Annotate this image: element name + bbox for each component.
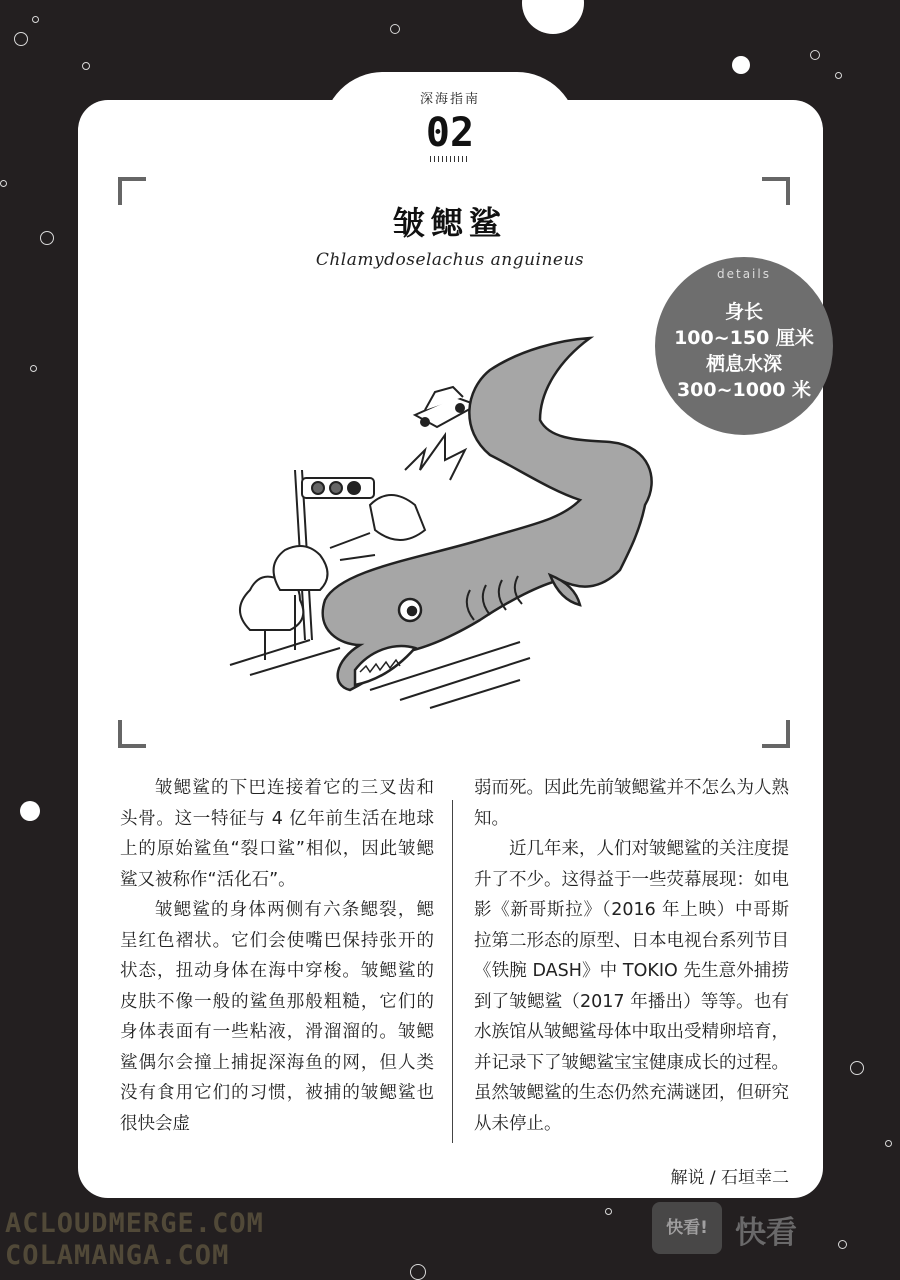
episode-number: 02 — [425, 110, 475, 156]
bubble — [14, 32, 28, 46]
bubble — [835, 72, 842, 79]
bubble — [810, 50, 820, 60]
bubble — [20, 801, 40, 821]
watermark-logo: 快看! — [652, 1202, 722, 1254]
bubble — [390, 24, 400, 34]
frilled-shark-illustration — [220, 330, 680, 710]
bubble — [605, 1208, 612, 1215]
body-column-left — [120, 773, 434, 1139]
frame-corner-bottom-right — [762, 720, 790, 748]
bubble — [410, 1264, 426, 1280]
details-label: details — [717, 267, 771, 281]
bubble — [885, 1140, 892, 1147]
page-title: 皱鳃鲨 — [392, 204, 507, 242]
column-divider — [452, 800, 453, 1143]
paragraph: 近几年来，人们对皱鳃鲨的关注度提升了不少。这得益于一些荧幕展现：如电影《新哥斯拉》（2016 年上映）中哥斯拉第二形态的原型、日本电视台系列节目《铁腕 DASH》中 TOKIO 先生意外捕捞到了皱鳃鲨（2017 年播出）等等。也有水族馆从皱鳃鲨母体中取出受精卵培育，并记录下了皱鳃鲨宝宝健康成长的过程。虽然皱鳃鲨的生态仍然充满谜团，但研究从未停止。 — [474, 839, 789, 1134]
watermark-site-2: COLAMANGA.COM — [5, 1240, 230, 1271]
author-credit: 解说 / 石垣幸二 — [670, 1168, 789, 1188]
details-badge — [655, 257, 833, 435]
bubble — [838, 1240, 847, 1249]
watermark-brand: 快看 — [735, 1215, 797, 1251]
bubble — [732, 56, 750, 74]
bubble — [82, 62, 90, 70]
watermark-site-1: ACLOUDMERGE.COM — [5, 1208, 264, 1239]
bubble — [40, 231, 54, 245]
paragraph: 皱鳃鲨的下巴连接着它的三叉齿和头骨。这一特征与 4 亿年前生活在地球上的原始鲨鱼“裂口鲨”相似，因此皱鳃鲨又被称作“活化石”。 — [120, 778, 434, 890]
frame-corner-bottom-left — [118, 720, 146, 748]
episode-ticks — [430, 156, 470, 162]
paragraph: 皱鳃鲨的身体两侧有六条鳃裂，鳃呈红色褶状。它们会使嘴巴保持张开的状态，扭动身体在海中穿梭。皱鳃鲨的皮肤不像一般的鲨鱼那般粗糙，它们的身体表面有一些粘液，滑溜溜的。皱鳃鲨偶尔会撞上捕捉深海鱼的网，但人类没有食用它们的习惯，被捕的皱鳃鲨也很快会虚 — [120, 900, 434, 1134]
bubble — [30, 365, 37, 372]
series-label: 深海指南 — [419, 92, 480, 107]
bubble — [32, 16, 39, 23]
paragraph-continuation: 弱而死。因此先前皱鳃鲨并不怎么为人熟知。 — [474, 778, 789, 829]
detail-length-label: 身长 — [724, 301, 763, 323]
detail-depth-label: 栖息水深 — [705, 353, 782, 375]
bubble — [850, 1061, 864, 1075]
body-column-right — [474, 773, 789, 1139]
bubble — [522, 0, 584, 34]
detail-depth-value: 300~1000 米 — [676, 379, 812, 401]
frame-corner-top-right — [762, 177, 790, 205]
frame-corner-top-left — [118, 177, 146, 205]
detail-length-value: 100~150 厘米 — [674, 327, 814, 349]
bubble — [0, 180, 7, 187]
scientific-name: Chlamydoselachus anguineus — [315, 250, 585, 270]
